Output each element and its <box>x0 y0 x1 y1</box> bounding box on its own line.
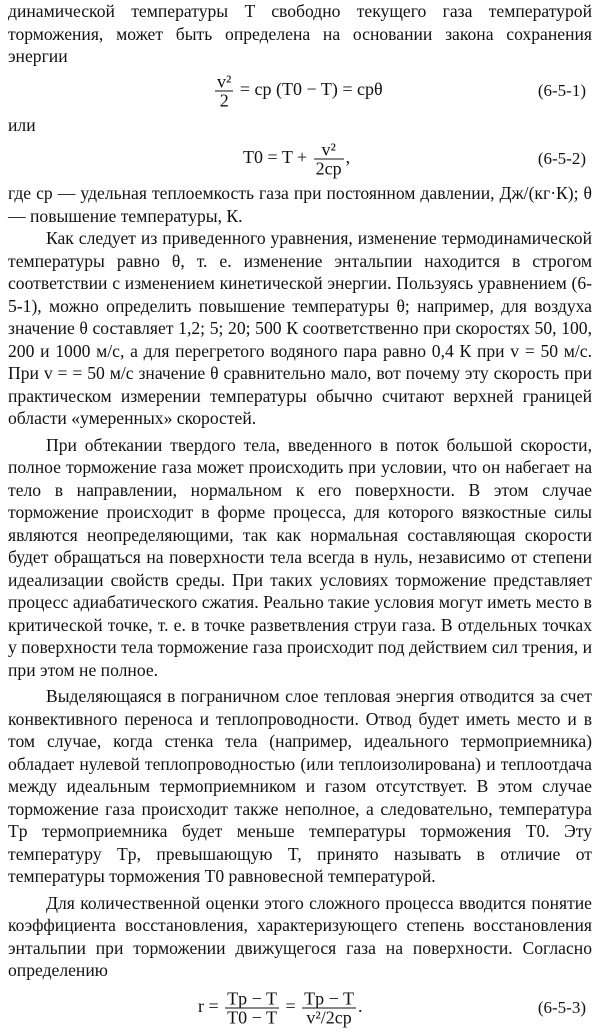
fraction-numerator: v² <box>314 141 344 160</box>
fraction <box>314 141 344 178</box>
paragraph-5: Выделяющаяся в пограничном слое тепловая энергия отводится за счет конвективного переноса и теплопроводности. Отвод будет иметь место и в том случае, когда стенка тела (например, идеального термоприемника) обладает нулевой теплопроводностью (или теплоизолирована) и теплоотдача между идеальным термоприемником и газом отсутствует. В этом случае торможение газа происходит также неполное, а следовательно, температура Tp термоприемника будет меньше температуры торможения T0. Эту температуру Tp, превышающую T, принято называть в отличие от температуры торможения T0 равновесной температурой. <box>8 686 592 886</box>
equation-6-5-1 <box>8 68 592 114</box>
equation-number: (6-5-2) <box>537 148 586 168</box>
fraction-denominator: T0 − T <box>227 1007 277 1027</box>
paragraph-4: При обтекании твердого тела, введенного в поток большой скорости, полное торможение газа может происходить при условии, что он набегает на тело в направлении, нормальном к его поверхности. В этом случае торможение происходит в форме процесса, для которого вязкостные силы являются неопределяющими, так как нормальная составляющая скорости будет обращаться на поверхности тела всегда в нуль, независимо от степени идеализации свойств среды. При таких условиях торможение представляет процесс адиабатического сжатия. Реально такие условия могут иметь место в критической точке, т. е. в точке разветвления струи газа. В отдельных точках у поверхности тела торможение газа происходит под действием сил трения, и при этом не полное. <box>8 434 592 680</box>
equation-lhs: T0 = T + <box>243 147 308 168</box>
fraction-numerator: Tp − T <box>304 988 354 1008</box>
fraction-denominator: 2cp <box>315 158 342 179</box>
paragraph-1: динамической температуры T свободно текущего газа температурой торможения, может быть определена на основании закона сохранения энергии <box>8 1 592 66</box>
equation-number: (6-5-3) <box>537 997 586 1017</box>
fraction-denominator: 2 <box>219 90 229 110</box>
fraction-numerator: Tp − T <box>227 988 277 1008</box>
fraction <box>225 989 279 1026</box>
equation-lhs: r = <box>198 995 219 1016</box>
equation-tail: , <box>345 147 351 168</box>
equals-sign: = <box>285 995 296 1016</box>
equation-6-5-3 <box>8 982 592 1034</box>
fraction-numerator: v² <box>217 71 232 91</box>
fraction <box>302 989 356 1026</box>
equation-tail: . <box>357 995 363 1016</box>
fraction <box>215 72 233 109</box>
paragraph-6: Для количественной оценки этого сложного процесса вводится понятие коэффициента восстановления, характеризующего степень восстановления энтальпии при торможении движущегося газа на поверхности. Согласно определению <box>8 892 592 980</box>
paragraph-3: Как следует из приведенного уравнения, изменение термодинамической температуры равно θ, т. е. изменение энтальпии находится в строгом соответствии с изменением кинетической энергии. Пользуясь уравнением (6-5-1), можно определить повышение температуры θ; например, для воздуха значение θ составляет 1,2; 5; 20; 500 К соответственно при скоростях 50, 100, 200 и 1000 м/с, а для перегретого водяного пара равно 0,4 К при v = 50 м/с. При v = = 50 м/с значение θ сравнительно мало, вот почему эту скорость при практическом измерении температуры обычно считают верхней границей области «умеренных» скоростей. <box>8 228 592 428</box>
paragraph-2: где cp — удельная теплоемкость газа при постоянном давлении, Дж/(кг·К); θ — повышение температуры, К. <box>8 183 592 226</box>
fraction-denominator: v²/2cp <box>306 1007 352 1027</box>
equation-rhs: = cp (T0 − T) = cpθ <box>239 78 383 99</box>
equation-body <box>198 989 362 1026</box>
equation-body <box>213 72 383 109</box>
equation-6-5-2 <box>8 136 592 182</box>
equation-number: (6-5-1) <box>537 80 586 100</box>
equation-body <box>243 141 350 178</box>
word-or: или <box>8 114 36 135</box>
